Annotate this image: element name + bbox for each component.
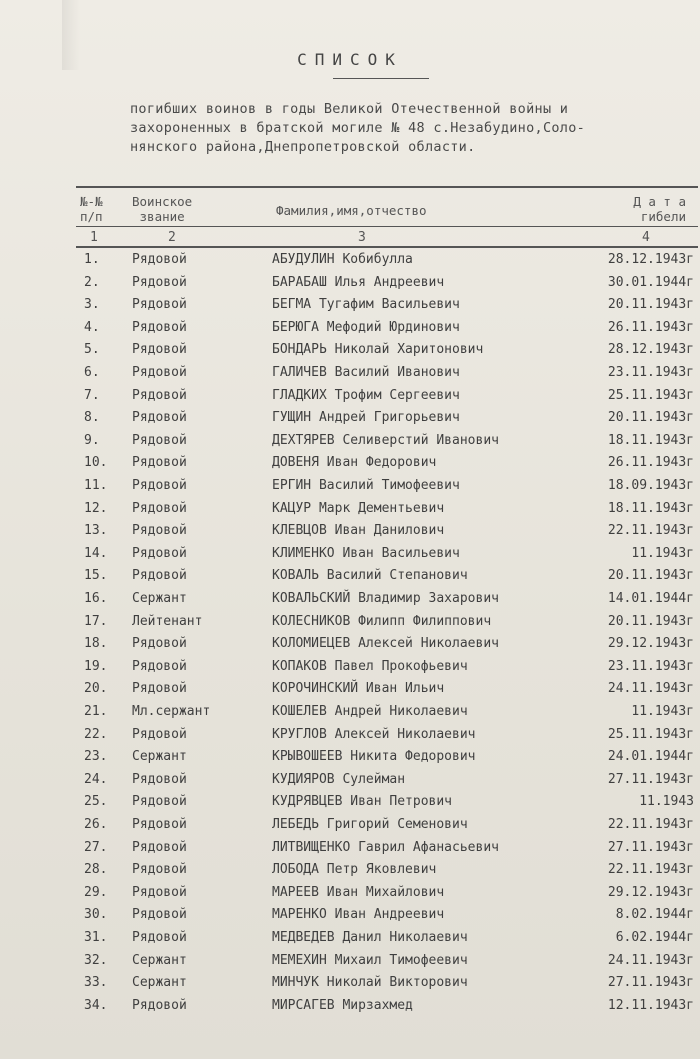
row-number: 19. — [84, 658, 108, 674]
row-number: 30. — [84, 907, 108, 923]
table-row — [0, 838, 700, 860]
row-rank: Рядовой — [132, 387, 187, 403]
row-name: ЛОБОДА Петр Яковлевич — [272, 862, 437, 878]
header-number-line1: №-№ — [80, 194, 103, 209]
row-number: 4. — [84, 319, 100, 335]
row-name: КОВАЛЬСКИЙ Владимир Захарович — [272, 591, 499, 606]
row-number: 20. — [84, 681, 108, 697]
row-name: АБУДУЛИН Кобибулла — [272, 252, 413, 267]
row-rank: Лейтенант — [132, 613, 203, 629]
row-rank: Рядовой — [132, 274, 187, 290]
row-number: 27. — [84, 839, 108, 855]
row-rank: Рядовой — [132, 817, 187, 832]
table-row — [0, 408, 700, 430]
row-rank: Рядовой — [132, 455, 187, 471]
header-number-line2: п/п — [80, 209, 103, 224]
header-rank — [132, 194, 192, 224]
row-name: КОВАЛЬ Василий Степанович — [272, 568, 468, 584]
row-number: 18. — [84, 636, 108, 652]
row-name: БЕРЮГА Мефодий Юрдинович — [272, 319, 460, 335]
row-name: КОРОЧИНСКИЙ Иван Ильич — [272, 681, 445, 697]
row-number: 33. — [84, 975, 108, 991]
row-name: КОЛЕСНИКОВ Филипп Филиппович — [272, 613, 492, 629]
row-rank: Сержант — [132, 749, 187, 765]
row-number: 34. — [84, 997, 108, 1013]
column-number-3: 3 — [358, 230, 366, 245]
table-row — [0, 589, 700, 611]
row-name: МЕМЕХИН Михаил Тимофеевич — [272, 952, 468, 968]
table-row — [0, 431, 700, 453]
row-rank: Рядовой — [132, 997, 187, 1013]
header-rank-line1: Воинское — [132, 194, 193, 209]
row-date: 20.11.1943г — [607, 568, 694, 584]
row-number: 26. — [84, 817, 108, 832]
row-date: 27.11.1943г — [607, 839, 694, 855]
table-row — [0, 295, 700, 317]
row-name: КУДРЯВЦЕВ Иван Петрович — [272, 794, 453, 810]
row-date: 11.1943 — [639, 794, 694, 810]
row-number: 10. — [84, 455, 108, 471]
table-row — [0, 996, 700, 1018]
row-date: 25.11.1943г — [607, 387, 694, 403]
row-name: МАРЕЕВ Иван Михайлович — [272, 884, 445, 900]
row-number: 15. — [84, 568, 108, 584]
row-date: 29.12.1943г — [607, 884, 694, 900]
row-name: ЕРГИН Василий Тимофеевич — [272, 478, 460, 493]
row-rank: Рядовой — [132, 794, 187, 810]
subtitle-line: погибших воинов в годы Великой Отечественной войны и — [130, 101, 569, 117]
table-row — [0, 883, 700, 905]
table-colnum-rule — [76, 246, 698, 248]
row-rank: Рядовой — [132, 862, 187, 878]
table-row — [0, 386, 700, 408]
row-number: 6. — [84, 365, 100, 380]
row-name: МИНЧУК Николай Викторович — [272, 975, 468, 991]
row-date: 22.11.1943г — [607, 817, 694, 832]
row-date: 20.11.1943г — [607, 410, 694, 426]
row-date: 24.01.1944г — [607, 749, 694, 765]
row-rank: Рядовой — [132, 636, 187, 652]
table-row — [0, 928, 700, 950]
table-row — [0, 815, 700, 837]
title-underline — [333, 78, 429, 79]
row-rank: Рядовой — [132, 252, 187, 267]
row-rank: Рядовой — [132, 884, 187, 900]
row-name: ДЕХТЯРЕВ Селиверстий Иванович — [272, 432, 499, 448]
row-date: 8.02.1944г — [615, 907, 694, 923]
table-row — [0, 634, 700, 656]
row-date: 30.01.1944г — [607, 274, 694, 290]
row-rank: Рядовой — [132, 410, 187, 426]
row-rank: Рядовой — [132, 726, 187, 742]
header-number — [80, 194, 103, 224]
row-name: БАРАБАШ Илья Андреевич — [272, 274, 445, 290]
table-row — [0, 951, 700, 973]
row-date: 27.11.1943г — [607, 975, 694, 991]
table-top-rule — [76, 186, 698, 188]
header-date — [633, 194, 686, 224]
table-row — [0, 566, 700, 588]
row-number: 16. — [84, 591, 108, 606]
table-row — [0, 273, 700, 295]
row-rank: Рядовой — [132, 342, 187, 358]
row-name: БЕГМА Тугафим Васильевич — [272, 297, 460, 313]
row-name: ЛЕБЕДЬ Григорий Семенович — [272, 817, 468, 832]
row-date: 26.11.1943г — [607, 319, 694, 335]
table-row — [0, 702, 700, 724]
row-number: 31. — [84, 930, 108, 945]
table-row — [0, 499, 700, 521]
row-date: 12.11.1943г — [607, 997, 694, 1013]
row-number: 28. — [84, 862, 108, 878]
row-date: 25.11.1943г — [607, 726, 694, 742]
row-rank: Рядовой — [132, 432, 187, 448]
row-date: 22.11.1943г — [607, 523, 694, 539]
table-row — [0, 725, 700, 747]
row-date: 18.09.1943г — [607, 478, 694, 493]
row-date: 6.02.1944г — [615, 930, 694, 945]
row-rank: Рядовой — [132, 319, 187, 335]
row-date: 18.11.1943г — [607, 500, 694, 516]
row-date: 14.01.1944г — [607, 591, 694, 606]
row-number: 12. — [84, 500, 108, 516]
row-rank: Мл.сержант — [132, 704, 211, 719]
row-date: 11.1943г — [631, 545, 694, 561]
table-row — [0, 747, 700, 769]
table-row — [0, 612, 700, 634]
row-rank: Рядовой — [132, 681, 187, 697]
row-rank: Рядовой — [132, 478, 187, 493]
table-row — [0, 363, 700, 385]
table-row — [0, 860, 700, 882]
row-number: 32. — [84, 952, 108, 968]
subtitle-line: захороненных в братской могиле № 48 с.Незабудино,Соло- — [130, 120, 586, 136]
row-number: 8. — [84, 410, 100, 426]
row-rank: Сержант — [132, 952, 187, 968]
header-date-line2: гибели — [640, 209, 686, 224]
row-name: КОПАКОВ Павел Прокофьевич — [272, 658, 468, 674]
row-name: КЛИМЕНКО Иван Васильевич — [272, 545, 460, 561]
row-number: 3. — [84, 297, 100, 313]
table-row — [0, 679, 700, 701]
column-number-1: 1 — [90, 230, 98, 245]
row-number: 17. — [84, 613, 108, 629]
row-date: 28.12.1943г — [607, 252, 694, 267]
row-name: КРУГЛОВ Алексей Николаевич — [272, 726, 476, 742]
table-row — [0, 521, 700, 543]
table-row — [0, 453, 700, 475]
row-date: 11.1943г — [631, 704, 694, 719]
row-number: 11. — [84, 478, 108, 493]
row-number: 21. — [84, 704, 108, 719]
row-name: КЛЕВЦОВ Иван Данилович — [272, 523, 445, 539]
row-rank: Рядовой — [132, 523, 187, 539]
row-name: ДОВЕНЯ Иван Федорович — [272, 455, 437, 471]
row-date: 27.11.1943г — [607, 771, 694, 787]
row-rank: Рядовой — [132, 771, 187, 787]
row-name: ГАЛИЧЕВ Василий Иванович — [272, 365, 460, 380]
header-name: Фамилия,имя,отчество — [276, 203, 427, 218]
row-number: 1. — [84, 252, 100, 267]
document-subtitle — [130, 100, 630, 157]
row-rank: Рядовой — [132, 545, 187, 561]
row-name: БОНДАРЬ Николай Харитонович — [272, 342, 484, 358]
row-number: 5. — [84, 342, 100, 358]
table-row — [0, 340, 700, 362]
row-date: 20.11.1943г — [607, 297, 694, 313]
row-date: 18.11.1943г — [607, 432, 694, 448]
row-number: 9. — [84, 432, 100, 448]
document-title: СПИСОК — [297, 50, 403, 69]
row-date: 29.12.1943г — [607, 636, 694, 652]
row-rank: Рядовой — [132, 907, 187, 923]
row-rank: Рядовой — [132, 500, 187, 516]
row-date: 22.11.1943г — [607, 862, 694, 878]
row-number: 2. — [84, 274, 100, 290]
row-date: 23.11.1943г — [607, 365, 694, 380]
row-number: 24. — [84, 771, 108, 787]
row-date: 23.11.1943г — [607, 658, 694, 674]
row-rank: Сержант — [132, 975, 187, 991]
table-row — [0, 770, 700, 792]
row-name: КАЦУР Марк Дементьевич — [272, 500, 445, 516]
column-number-4: 4 — [642, 230, 650, 245]
row-rank: Рядовой — [132, 568, 187, 584]
row-number: 22. — [84, 726, 108, 742]
row-rank: Рядовой — [132, 658, 187, 674]
row-name: МИРСАГЕВ Мирзахмед — [272, 997, 413, 1013]
column-number-2: 2 — [168, 230, 176, 245]
row-rank: Рядовой — [132, 839, 187, 855]
row-name: КОЛОМИЕЦЕВ Алексей Николаевич — [272, 636, 499, 652]
header-rank-line2: звание — [139, 209, 185, 224]
row-number: 14. — [84, 545, 108, 561]
subtitle-line: нянского района,Днепропетровской области. — [130, 139, 476, 155]
table-row — [0, 973, 700, 995]
row-rank: Рядовой — [132, 365, 187, 380]
table-row — [0, 657, 700, 679]
row-number: 23. — [84, 749, 108, 765]
row-name: ЛИТВИЩЕНКО Гаврил Афанасьевич — [272, 839, 499, 855]
row-name: ГЛАДКИХ Трофим Сергеевич — [272, 387, 460, 403]
table-row — [0, 792, 700, 814]
row-name: КУДИЯРОВ Сулейман — [272, 771, 406, 787]
table-row — [0, 905, 700, 927]
table-header-rule — [76, 226, 698, 227]
row-date: 24.11.1943г — [607, 681, 694, 697]
row-date: 24.11.1943г — [607, 952, 694, 968]
row-name: МАРЕНКО Иван Андреевич — [272, 907, 445, 923]
row-rank: Сержант — [132, 591, 187, 606]
row-name: КОШЕЛЕВ Андрей Николаевич — [272, 704, 468, 719]
row-number: 13. — [84, 523, 108, 539]
row-number: 7. — [84, 387, 100, 403]
row-name: ГУЩИН Андрей Григорьевич — [272, 410, 460, 426]
row-date: 20.11.1943г — [607, 613, 694, 629]
row-date: 26.11.1943г — [607, 455, 694, 471]
row-number: 25. — [84, 794, 108, 810]
row-rank: Рядовой — [132, 297, 187, 313]
header-date-line1: Д а т а — [633, 194, 686, 209]
table-row — [0, 476, 700, 498]
row-date: 28.12.1943г — [607, 342, 694, 358]
table-row — [0, 544, 700, 566]
row-number: 29. — [84, 884, 108, 900]
table-row — [0, 250, 700, 272]
row-name: КРЫВОШЕЕВ Никита Федорович — [272, 749, 476, 765]
table-row — [0, 318, 700, 340]
row-name: МЕДВЕДЕВ Данил Николаевич — [272, 930, 468, 945]
row-rank: Рядовой — [132, 930, 187, 945]
